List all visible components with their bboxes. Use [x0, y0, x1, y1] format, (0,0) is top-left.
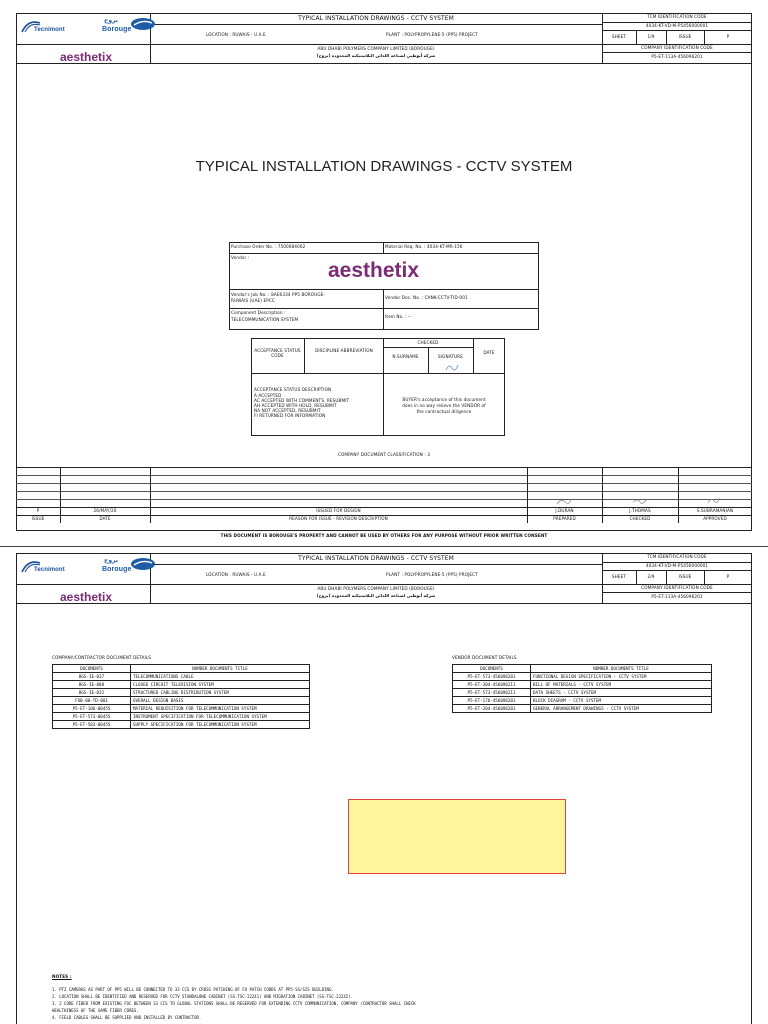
- header-company-ar: شركة أبوظبي لصناعة اللدائن البلاستيكية المحدودة (بروج): [316, 53, 436, 58]
- table-row: BGS-IE-032 STRUCTURED CABLING DISTRIBUTION SYSTEM: [53, 689, 310, 697]
- company-docs-table: [52, 664, 310, 729]
- table-header-row: DOCUMENTS NUMBER DOCUMENTS TITLE: [53, 665, 310, 673]
- header-company-en-2: ABU DHABI POLYMERS COMPANY LIMITED (BOROUGE): [317, 586, 435, 591]
- tcm-code: 4034-KT-VD-M-P5456000001: [645, 23, 709, 28]
- table-row: P5-ET-176-456096201 BLOCK DIAGRAM - CCTV SYSTEM: [453, 697, 712, 705]
- checked-label: CHECKED: [417, 340, 439, 345]
- header-company-ar-2: شركة أبوظبي لصناعة اللدائن البلاستيكية المحدودة (بروج): [316, 593, 436, 598]
- sheet-value: 1/9: [647, 34, 655, 39]
- note-3: 3. 2 CORE FIBER FROM EXISTING FOC BETWEEN 33 CCS TO GLOBAL STATIONS SHALL BE RESERVED FOR EXTENDING CCTV COMMUNICATION. COMPANY /CONTRACTOR SHALL CHECK: [52, 1001, 416, 1006]
- vendor-job: Vendor's Job No. : 8AE6334 PP5 BOROUGE-: [231, 292, 326, 297]
- table-row: P5-ET-573-456096201 FUNCTIONAL DESIGN SPECIFICATION - CCTV SYSTEM: [453, 673, 712, 681]
- header-plant-2: PLANT : POLYPROPYLENE-5 (PP5) PROJECT: [386, 572, 478, 577]
- header-company-en: ABU DHABI POLYMERS COMPANY LIMITED (BOROUGE): [317, 46, 435, 51]
- label-issue: ISSUE: [31, 516, 45, 521]
- table-row: P5-ET-573-00455 INSTRUMENT SPECIFICATION FOR TELECOMMUNICATION SYSTEM: [53, 713, 310, 721]
- signature-label: SIGNATURE: [438, 354, 463, 359]
- table-row: P5-ET-106-00455 MATERIAL REQUISITION FOR TELECOMMUNICATION SYSTEM: [53, 705, 310, 713]
- vendor-job-2: RUWAIS (UAE) EPCC: [231, 298, 275, 303]
- table-row: BGS-IE-008 CLOSED CIRCUIT TELEVISION SYSTEM: [53, 681, 310, 689]
- material-req: Material Req. No. : 4034-KT-MR-156: [385, 244, 463, 249]
- vendor-docs-table: [452, 664, 712, 713]
- issue-label: ISSUE: [678, 34, 692, 39]
- note-4: 4. FIELD CABLES SHALL BE SUPPLIED AND INSTALLED BY CONTRACTOR.: [52, 1015, 202, 1020]
- aesthetix-logo-small-2: aesthetix: [59, 590, 113, 604]
- note-1: 1. PTZ CAMERAS AS PART OF PP5 WILL BE CONNECTED TO 33 CCS BY CROSS PATCHING OF FO PATCH CORDS AT PP5-SS/SIS BUILDING.: [52, 987, 334, 992]
- page-2-frame: [16, 553, 752, 1024]
- table-header-row: DOCUMENTS NUMBER DOCUMENTS TITLE: [453, 665, 712, 673]
- borouge-label: Borouge: [102, 26, 132, 33]
- component-value: TELECOMMUNICATION SYSTEM: [231, 317, 299, 322]
- company-id-label: COMPANY IDENTIFICATION CODE: [641, 45, 713, 50]
- aesthetix-logo-small: aesthetix: [59, 50, 113, 64]
- property-footer: THIS DOCUMENT IS BOROUGE'S PROPERTY AND CANNOT BE USED BY OTHERS FOR ANY PURPOSE WITHOUT PRIOR WRITTEN CONSENT: [220, 533, 548, 538]
- surname-label: N.SURNAME: [392, 354, 419, 359]
- borouge-logo-2: بروج Borouge: [80, 555, 160, 575]
- main-title: TYPICAL INSTALLATION DRAWINGS - CCTV SYSTEM: [195, 158, 573, 175]
- tecnimont-label: Tecnimont: [34, 27, 65, 33]
- table-row: BGS-IE-037 TELECOMMUNICATIONS CABLE: [53, 673, 310, 681]
- issue-value: P: [726, 34, 730, 39]
- table-row: P5-ET-304-456096211 BILL OF MATERIALS - CCTV SYSTEM: [453, 681, 712, 689]
- note-2: 2. LOCATION SHALL BE IDENTIFIED AND RESERVED FOR CCTV STANDALONE CABINET (SS-TSC-22241) AND MIGRATION CABINET (SS-TSC-22242).: [52, 994, 354, 999]
- header-title: TYPICAL INSTALLATION DRAWINGS - CCTV SYSTEM: [298, 15, 454, 22]
- component-label: Component Description :: [231, 310, 286, 315]
- doc-classification: COMPANY DOCUMENT CLASSIFICATION : 3: [337, 452, 431, 457]
- page-1: Tecnimont بروج Borouge aesthetix TYPICAL INSTALLATION DRAWINGS - CCTV SYSTEM LOCATION : RUWAIS - U.A.E PLANT : POLYPROPYLENE-5 (PP5) PROJECT ABU DHABI POLYMERS COMPANY LIMITED (BOROUGE) شركة أبوظبي لصناعة اللدائن البلاستيكية المحدودة (بروج) TCM IDENTIFICATION CODE 4034-KT-VD-M-P5456000001 SHEET 1/9 ISSUE P COMPANY IDENTIFICATION CODE P5-ET-113A-456096201 TYPICAL INSTALLATION DRAWINGS - CCTV SYSTEM Purchase Order No. : 7500084062 Material Req. No. : 4034-KT-MR-156 Vendor : aesthetix Vendor's Job No. : 8AE6334 PP5 BOROUGE- RUWAIS (UAE) EPCC Vendor Doc. No. : CANK-CCTV-TID-001 Component Description : TELECOMMUNICATION SYSTEM Item No. : -- ACCEPTANCE STATUS CODE DISCIPLINE ABBREVIATION CHECKED DATE N.SURNAME SIGNATURE ACCEPTANCE STATUS DESCRIPTION A ACCEPTED AC ACCEPTED WITH COMMENTS, RESUBMIT AH ACCEPTED WITH HOLD, RESUBMIT NA NOT ACCEPTED, RESUBMIT FI RETURNED FOR INFORMATION BUYER's acceptance of this document does in no way relieve the VENDOR of the contractual diligence COMPANY DOCUMENT CLASSIFICATION : 3 P 26/MAY/20 ISSUED FOR DESIGN J.DURAN J.THOMAS S.SUBRAMANIAN ISSUE DATE REASON FOR ISSUE - REVISION DESCRIPTION PREPARED CHECKED APPROVED THIS DOCUMENT IS BOROUGE'S PROPERTY AND CANNOT BE USED BY OTHERS FOR ANY PURPOSE WITHOUT PRIOR WRITTEN CONSENT: [0, 0, 768, 540]
- company-docs-title: COMPANY/CONTRACTOR DOCUMENT DETAILS: [52, 655, 151, 660]
- acceptance-code-label: ACCEPTANCE STATUS CODE: [254, 348, 301, 359]
- label-reason: REASON FOR ISSUE - REVISION DESCRIPTION: [289, 516, 388, 521]
- notes-title: NOTES :: [52, 974, 72, 979]
- label-date: DATE: [99, 516, 111, 521]
- sheet-value-2: 2/9: [647, 574, 655, 579]
- header-plant: PLANT : POLYPROPYLENE-5 (PP5) PROJECT: [386, 32, 478, 37]
- sheet-label: SHEET: [611, 34, 627, 39]
- date-label: DATE: [483, 350, 495, 355]
- header-title-2: TYPICAL INSTALLATION DRAWINGS - CCTV SYSTEM: [298, 555, 454, 562]
- table-row: FOB-00-TD-001 OVERALL DESIGN BASIS: [53, 697, 310, 705]
- tcm-label: TCM IDENTIFICATION CODE: [647, 14, 707, 19]
- discipline-label: DISCIPLINE ABBREVIATION: [315, 348, 373, 353]
- rev-issue: P: [36, 508, 40, 513]
- header-location: LOCATION : RUWAIS - U.A.E: [206, 32, 266, 37]
- vendor-label: Vendor :: [231, 255, 250, 260]
- label-prepared: PREPARED: [553, 516, 576, 521]
- vendor-logo: aesthetix: [328, 259, 420, 282]
- drawing-placeholder-box: [348, 799, 566, 874]
- rev-approved: S.SUBRAMANIAN: [696, 508, 734, 513]
- tecnimont-logo-2: Tecnimont: [20, 557, 76, 573]
- rev-checked: J.THOMAS: [629, 508, 651, 513]
- rev-prepared: J.DURAN: [555, 508, 574, 513]
- header-location-2: LOCATION : RUWAIS - U.A.E: [206, 572, 266, 577]
- purchase-order: Purchase Order No. : 7500084062: [231, 244, 306, 249]
- title-block-header-2: Tecnimont بروج Borouge aesthetix TYPICAL INSTALLATION DRAWINGS - CCTV SYSTEM LOCATION : RUWAIS - U.A.E PLANT : POLYPROPYLENE-5 (PP5) PROJECT ABU DHABI POLYMERS COMPANY LIMITED (BOROUGE) شركة أبوظبي لصناعة اللدائن البلاستيكية المحدودة (بروج) TCM IDENTIFICATION CODE 4034-KT-VD-M-P5456000001 SHEET 2/9 ISSUE P COMPANY IDENTIFICATION CODE P5-ET-113A-456096201: [16, 553, 752, 603]
- company-id-code: P5-ET-113A-456096201: [651, 54, 703, 59]
- table-row: P5-ET-583-00455 SUPPLY SPECIFICATION FOR TELECOMMUNICATION SYSTEM: [53, 721, 310, 729]
- item-no: Item No. : --: [385, 314, 412, 319]
- table-row: P5-ET-204-456096201 GENERAL ARRANGEMENT DRAWINGS - CCTV SYSTEM: [453, 705, 712, 713]
- borouge-arabic-label: بروج: [104, 17, 119, 24]
- rev-date: 26/MAY/20: [93, 508, 117, 513]
- note-3-cont: HEALTHINESS OF THE SAME FIBER CORES.: [52, 1008, 139, 1013]
- rev-reason: ISSUED FOR DESIGN: [316, 508, 361, 513]
- table-row: P5-ET-573-456096211 DATA SHEETS - CCTV SYSTEM: [453, 689, 712, 697]
- label-approved: APPROVED: [703, 516, 727, 521]
- vendor-docs-title: VENDOR DOCUMENT DETAILS: [452, 655, 517, 660]
- label-checked: CHECKED: [629, 516, 651, 521]
- vendor-doc: Vendor Doc. No. : CANK-CCTV-TID-001: [385, 295, 468, 300]
